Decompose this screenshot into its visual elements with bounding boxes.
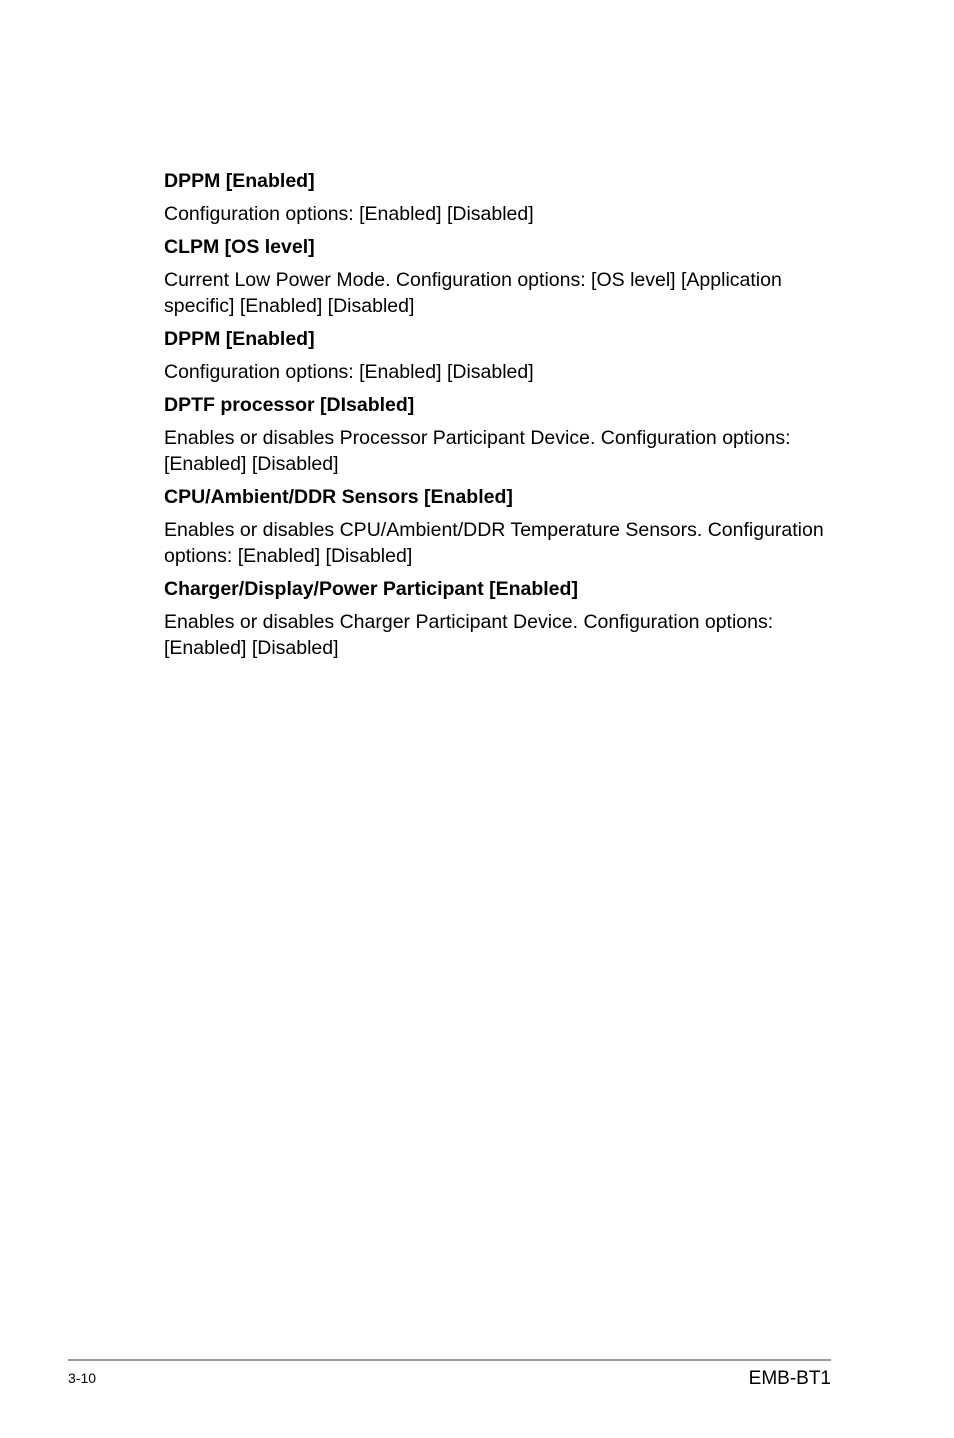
- section-heading: DPTF processor [DIsabled]: [164, 394, 415, 416]
- section-heading: CLPM [OS level]: [164, 236, 315, 258]
- section-heading: DPPM [Enabled]: [164, 170, 315, 192]
- section-dppm-2: [164, 326, 844, 385]
- section-sensors: [164, 484, 844, 569]
- section-heading: CPU/Ambient/DDR Sensors [Enabled]: [164, 486, 513, 508]
- page-number: 3-10: [68, 1370, 97, 1386]
- section-dptf-processor: [164, 392, 844, 477]
- section-description: Current Low Power Mode. Configuration options: [OS level] [Application specific] [Enabled] [Disabled]: [164, 269, 782, 317]
- section-clpm: [164, 234, 844, 319]
- section-description: Enables or disables Charger Participant Device. Configuration options: [Enabled] [Disabled]: [164, 611, 774, 659]
- section-description: Enables or disables Processor Participant Device. Configuration options: [Enabled] [Disabled]: [164, 427, 791, 475]
- section-dppm-1: [164, 168, 844, 227]
- section-description: Enables or disables CPU/Ambient/DDR Temperature Sensors. Configuration options: [Enabled] [Disabled]: [164, 519, 824, 567]
- footer-divider: [68, 1359, 831, 1361]
- section-charger-participant: [164, 576, 844, 661]
- document-body: [164, 168, 844, 668]
- section-description: Configuration options: [Enabled] [Disabled]: [164, 203, 534, 225]
- section-description: Configuration options: [Enabled] [Disabled]: [164, 361, 534, 383]
- model-name: EMB-BT1: [748, 1368, 831, 1389]
- section-heading: Charger/Display/Power Participant [Enabled]: [164, 578, 578, 600]
- section-heading: DPPM [Enabled]: [164, 328, 315, 350]
